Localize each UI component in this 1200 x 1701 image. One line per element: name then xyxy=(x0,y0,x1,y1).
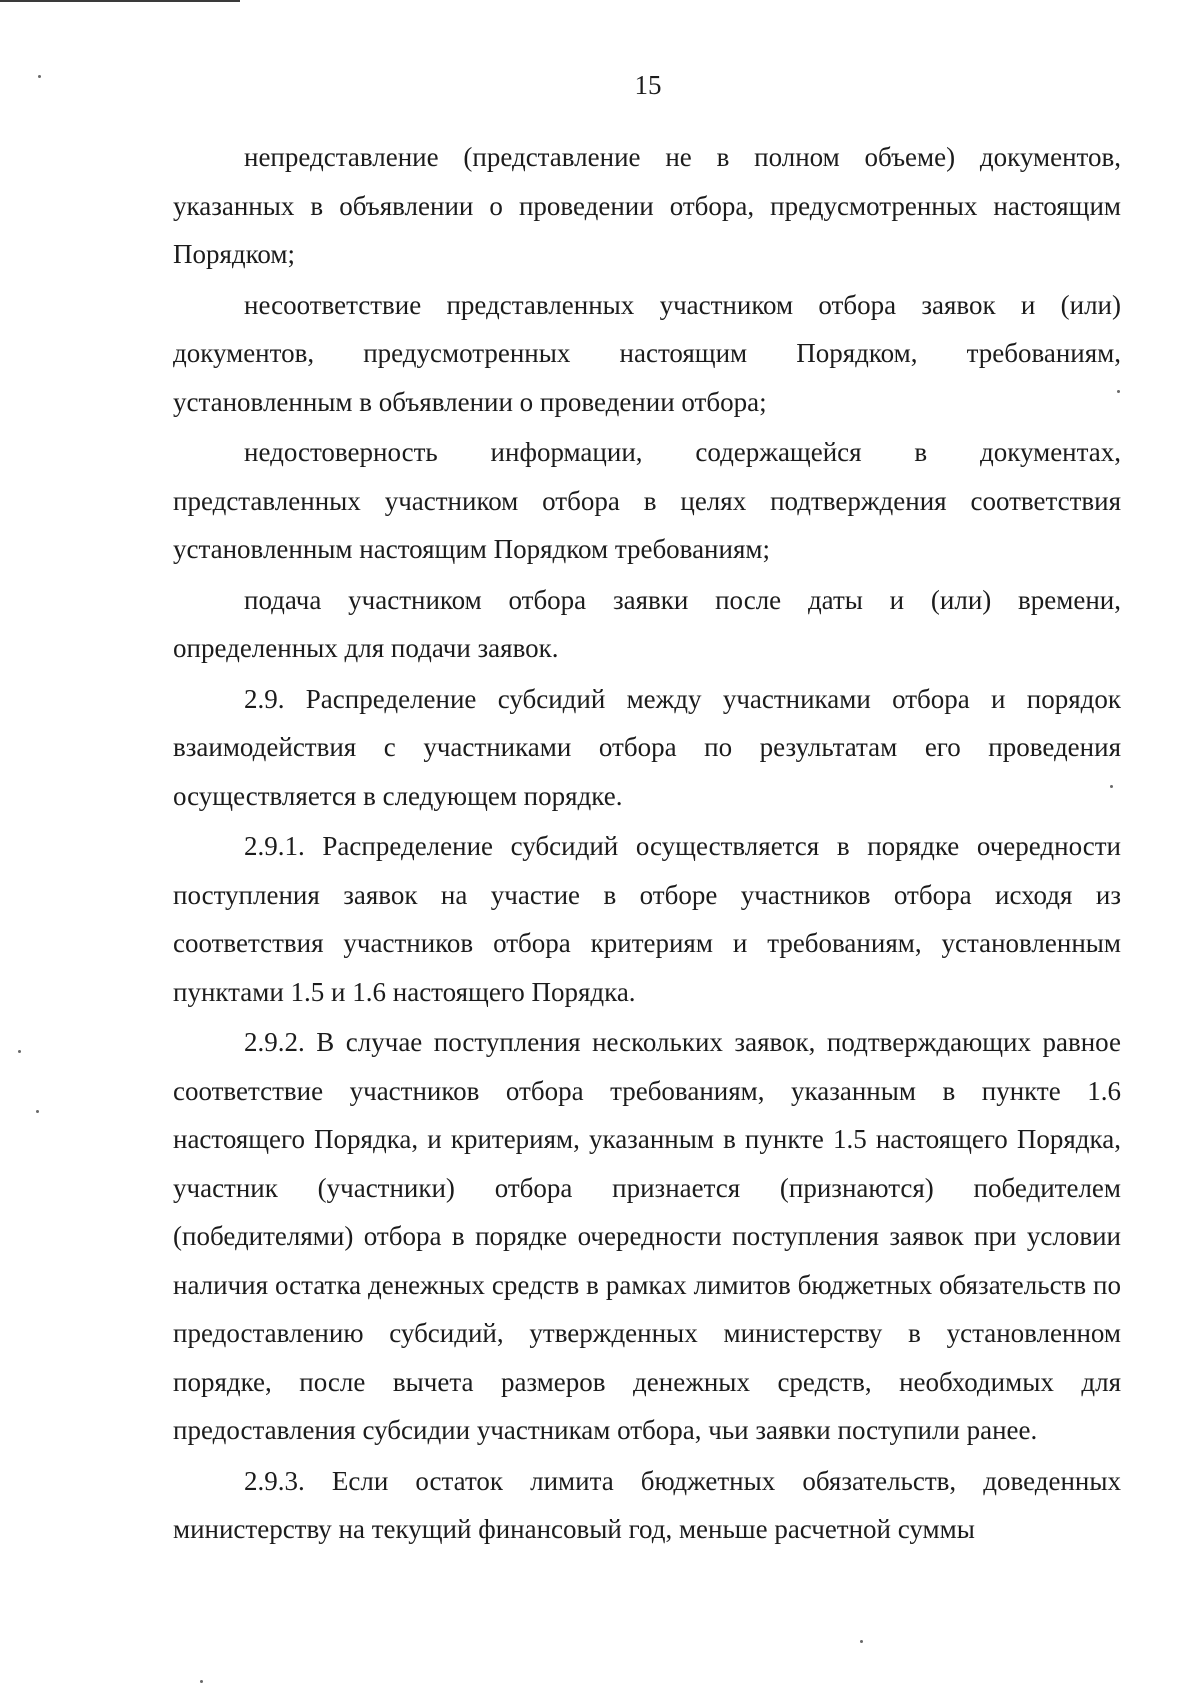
scan-edge-rule xyxy=(0,0,240,2)
scan-speck xyxy=(38,75,41,78)
paragraph: 2.9.2. В случае поступления нескольких заявок, подтверждающих равное соответствие участников отбора требованиям, указанным в пункте 1.6 настоящего Порядка, и критериям, указанным в пункте 1.5 настоящего Порядка, участник (участники) отбора признается (признаются) победителем (победителями) отбора в порядке очередности поступления заявок при условии наличия остатка денежных средств в рамках лимитов бюджетных обязательств по предоставлению субсидий, утвержденных министерству в установленном порядке, после вычета размеров денежных средств, необходимых для предоставления субсидии участникам отбора, чьи заявки поступили ранее. xyxy=(173,1027,1121,1445)
paragraph: 2.9.3. Если остаток лимита бюджетных обязательств, доведенных министерству на текущий финансовый год, меньше расчетной суммы xyxy=(173,1465,1121,1544)
paragraph: недостоверность информации, содержащейся в документах, представленных участником отбора в целях подтверждения соответствия установленным настоящим Порядком требованиям; xyxy=(173,437,1121,564)
page-number: 15 xyxy=(634,70,662,100)
paragraph: подача участником отбора заявки после даты и (или) времени, определенных для подачи заявок. xyxy=(173,584,1121,663)
paragraph: 2.9.1. Распределение субсидий осуществляется в порядке очередности поступления заявок на участие в отборе участников отбора исходя из соответствия участников отбора критериям и требованиям, установленным пунктами 1.5 и 1.6 настоящего Порядка. xyxy=(173,831,1121,1007)
scan-speck xyxy=(36,1110,39,1113)
paragraph: непредставление (представление не в полном объеме) документов, указанных в объявлении о проведении отбора, предусмотренных настоящим Порядком; xyxy=(173,142,1121,269)
document-body xyxy=(173,133,1121,1554)
scan-speck xyxy=(200,1680,203,1683)
scan-speck xyxy=(18,1050,21,1053)
paragraph: 2.9. Распределение субсидий между участниками отбора и порядок взаимодействия с участниками отбора по результатам его проведения осуществляется в следующем порядке. xyxy=(173,683,1121,811)
paragraph: несоответствие представленных участником отбора заявок и (или) документов, предусмотренных настоящим Порядком, требованиям, установленным в объявлении о проведении отбора; xyxy=(173,289,1121,417)
scan-speck xyxy=(860,1640,863,1643)
scan-speck xyxy=(1117,390,1120,393)
scan-speck xyxy=(1110,785,1113,788)
